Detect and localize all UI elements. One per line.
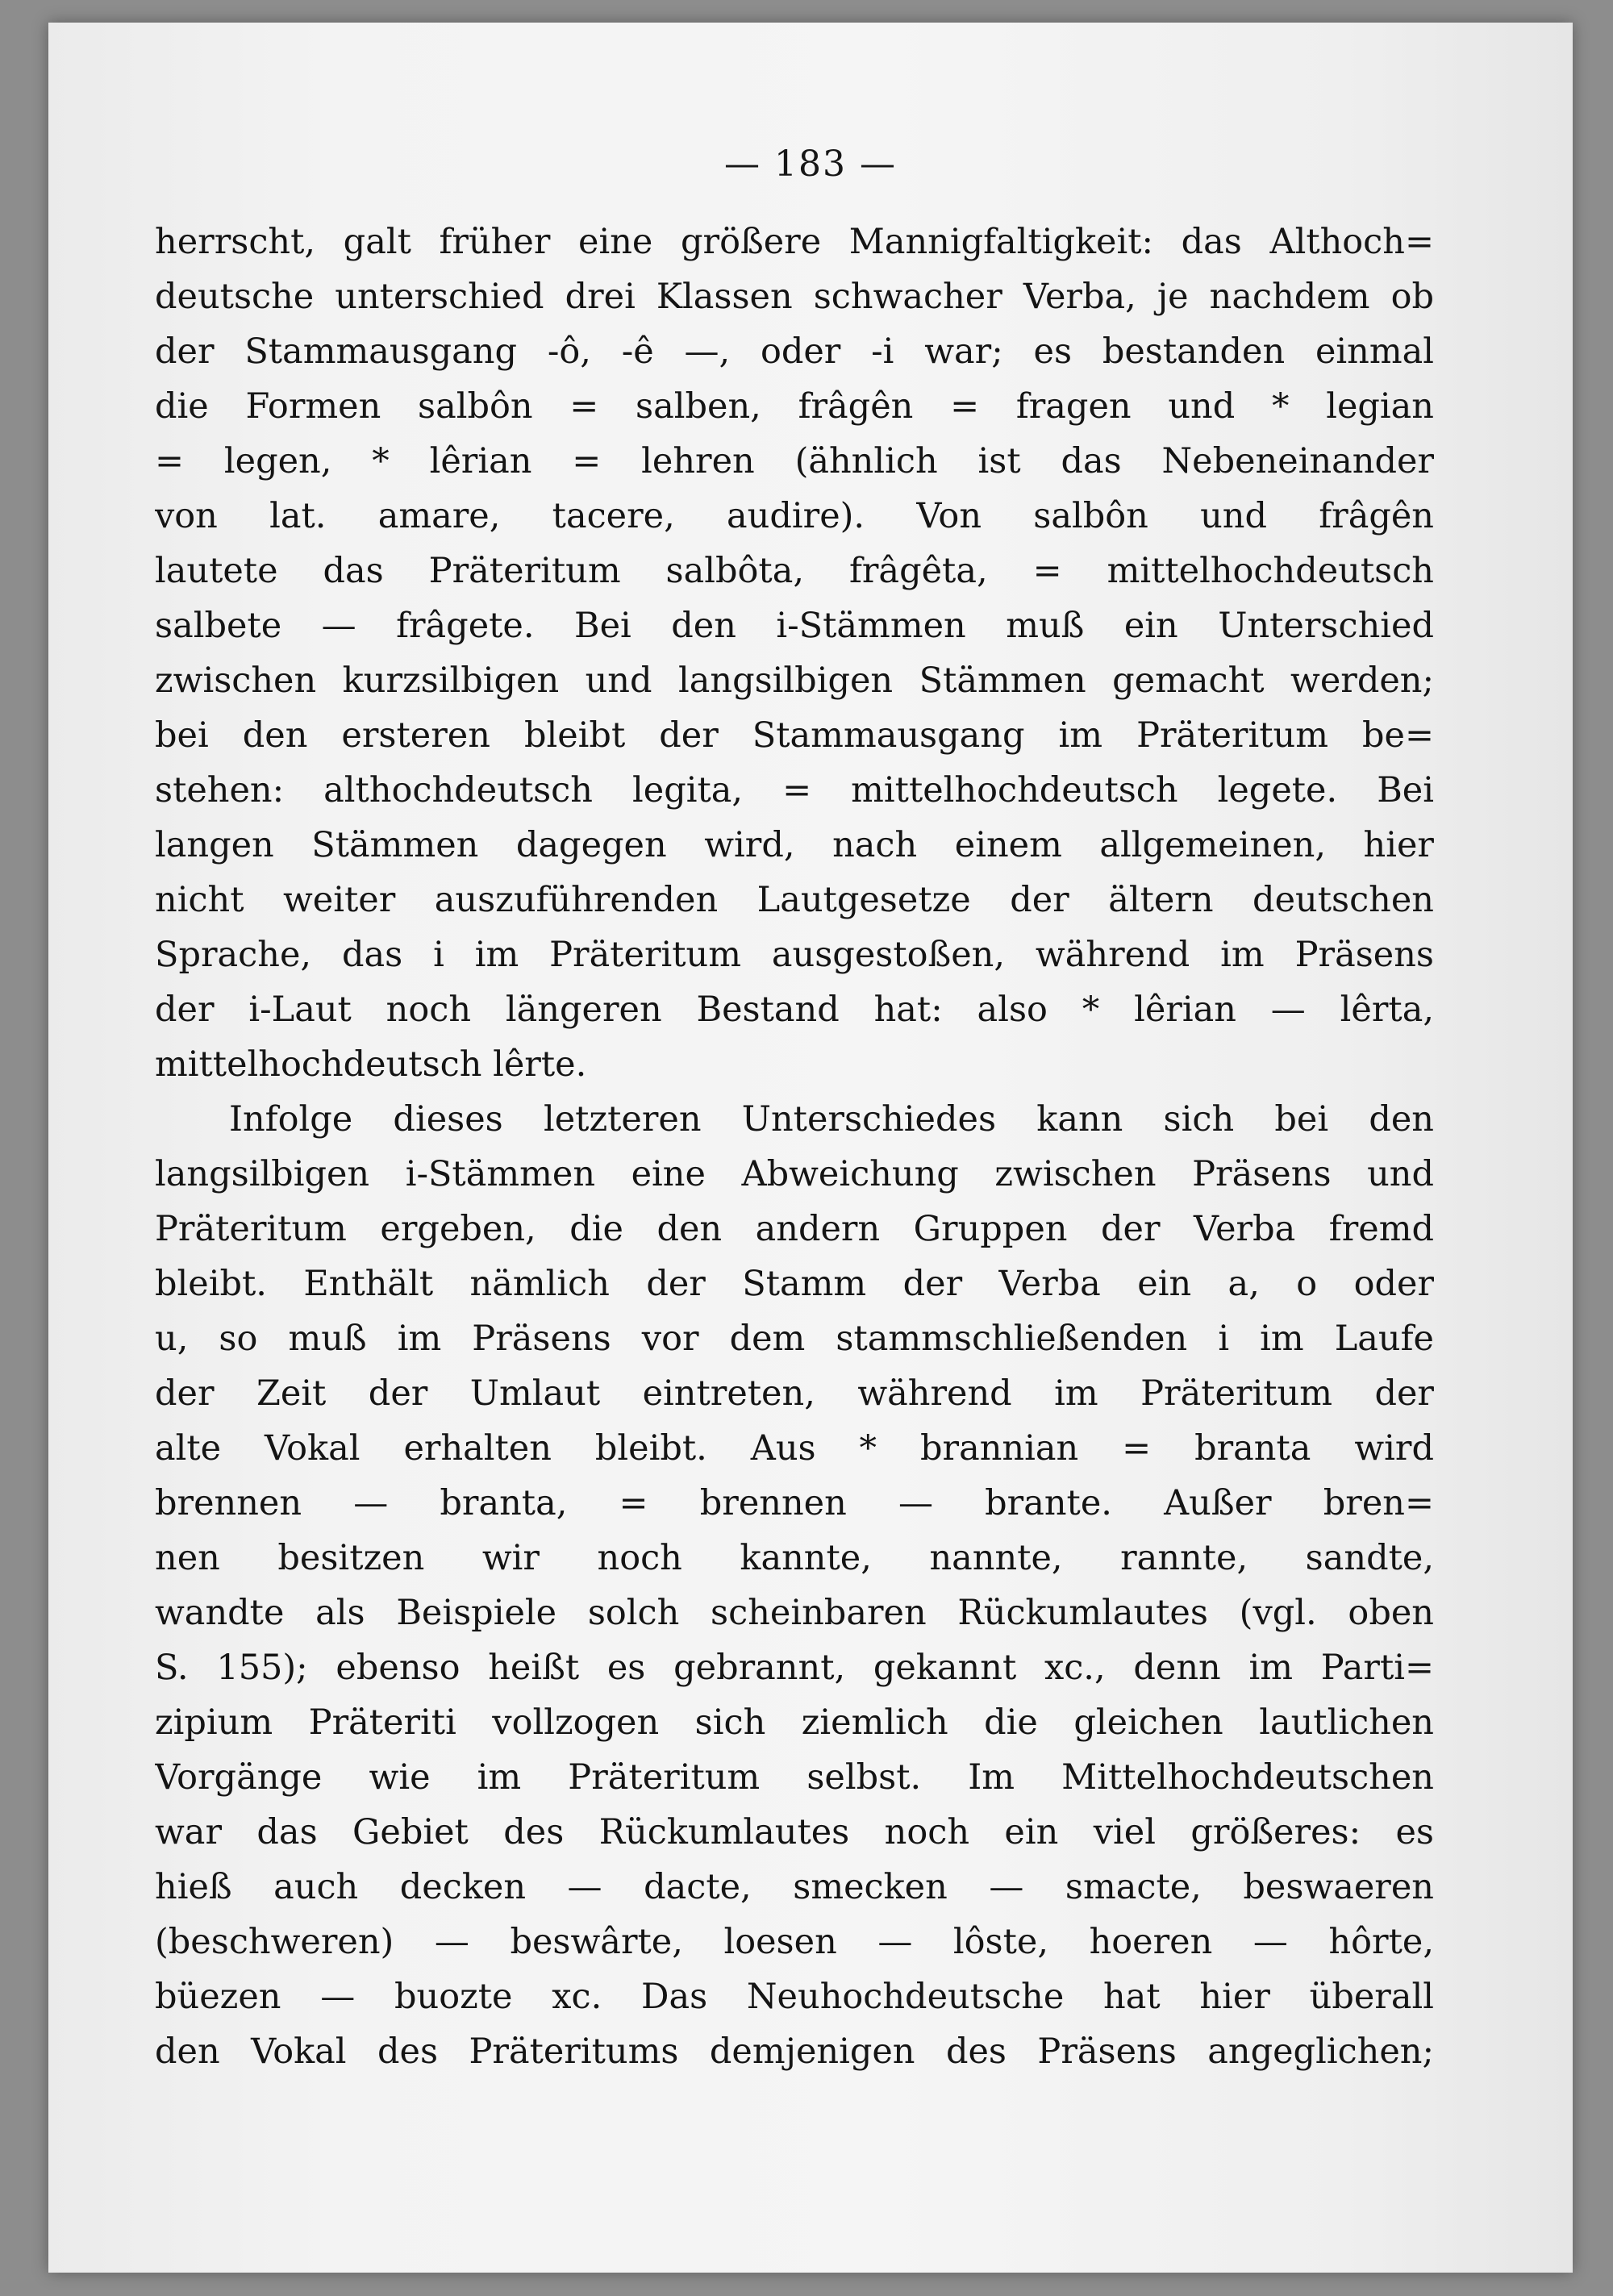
text-line: Präteritum ergeben, die den andern Gruppen der Verba fremd bbox=[155, 1209, 1434, 1249]
text-line: büezen — buozte xc. Das Neuhochdeutsche hat hier überall bbox=[155, 1977, 1434, 2017]
text-line: Sprache, das i im Präteritum ausgestoßen, während im Präsens bbox=[155, 935, 1434, 975]
text-line: der Stammausgang -ô, -ê —, oder -i war; es bestanden einmal bbox=[155, 331, 1434, 372]
body-text bbox=[155, 215, 1434, 2079]
text-line: zipium Präteriti vollzogen sich ziemlich die gleichen lautlichen bbox=[155, 1702, 1434, 1743]
text-line: den Vokal des Präteritums demjenigen des Präsens angeglichen; bbox=[155, 2031, 1434, 2072]
text-line: alte Vokal erhalten bleibt. Aus * brannian = branta wird bbox=[155, 1428, 1434, 1469]
text-line: der i-Laut noch längeren Bestand hat: also * lêrian — lêrta, bbox=[155, 990, 1434, 1030]
text-line: deutsche unterschied drei Klassen schwacher Verba, je nachdem ob bbox=[155, 277, 1434, 317]
text-line: herrscht, galt früher eine größere Mannigfaltigkeit: das Althoch= bbox=[155, 222, 1434, 262]
text-line: langen Stämmen dagegen wird, nach einem allgemeinen, hier bbox=[155, 825, 1434, 865]
text-line: lautete das Präteritum salbôta, frâgêta, = mittelhochdeutsch bbox=[155, 551, 1434, 591]
text-line: von lat. amare, tacere, audire). Von salbôn und frâgên bbox=[155, 496, 1434, 536]
page-number: — 183 — bbox=[724, 144, 897, 185]
text-line: = legen, * lêrian = lehren (ähnlich ist das Nebeneinander bbox=[155, 441, 1434, 481]
text-line: hieß auch decken — dacte, smecken — smacte, beswaeren bbox=[155, 1867, 1434, 1907]
text-line: nicht weiter auszuführenden Lautgesetze der ältern deutschen bbox=[155, 880, 1434, 920]
text-line: die Formen salbôn = salben, frâgên = fragen und * legian bbox=[155, 386, 1434, 427]
text-line: langsilbigen i-Stämmen eine Abweichung zwischen Präsens und bbox=[155, 1154, 1434, 1194]
text-line: nen besitzen wir noch kannte, nannte, rannte, sandte, bbox=[155, 1538, 1434, 1578]
text-line: zwischen kurzsilbigen und langsilbigen Stämmen gemacht werden; bbox=[155, 660, 1434, 701]
text-line: S. 155); ebenso heißt es gebrannt, gekannt xc., denn im Parti= bbox=[155, 1648, 1434, 1688]
text-line: Vorgänge wie im Präteritum selbst. Im Mittelhochdeutschen bbox=[155, 1757, 1434, 1798]
text-line: salbete — frâgete. Bei den i-Stämmen muß ein Unterschied bbox=[155, 606, 1434, 646]
paragraph-end-line: mittelhochdeutsch lêrte. bbox=[155, 1044, 587, 1085]
paragraph-start-line: Infolge dieses letzteren Unterschiedes kann sich bei den bbox=[229, 1099, 1434, 1140]
text-line: (beschweren) — beswârte, loesen — lôste, hoeren — hôrte, bbox=[155, 1922, 1434, 1962]
text-line: der Zeit der Umlaut eintreten, während im Präteritum der bbox=[155, 1373, 1434, 1414]
text-line: brennen — branta, = brennen — brante. Außer bren= bbox=[155, 1483, 1434, 1523]
text-line: stehen: althochdeutsch legita, = mittelhochdeutsch legete. Bei bbox=[155, 770, 1434, 810]
text-line: bei den ersteren bleibt der Stammausgang im Präteritum be= bbox=[155, 715, 1434, 756]
book-page bbox=[48, 23, 1573, 2273]
text-line: war das Gebiet des Rückumlautes noch ein viel größeres: es bbox=[155, 1812, 1434, 1852]
text-line: wandte als Beispiele solch scheinbaren Rückumlautes (vgl. oben bbox=[155, 1593, 1434, 1633]
text-line: u, so muß im Präsens vor dem stammschließenden i im Laufe bbox=[155, 1319, 1434, 1359]
text-line: bleibt. Enthält nämlich der Stamm der Verba ein a, o oder bbox=[155, 1264, 1434, 1304]
